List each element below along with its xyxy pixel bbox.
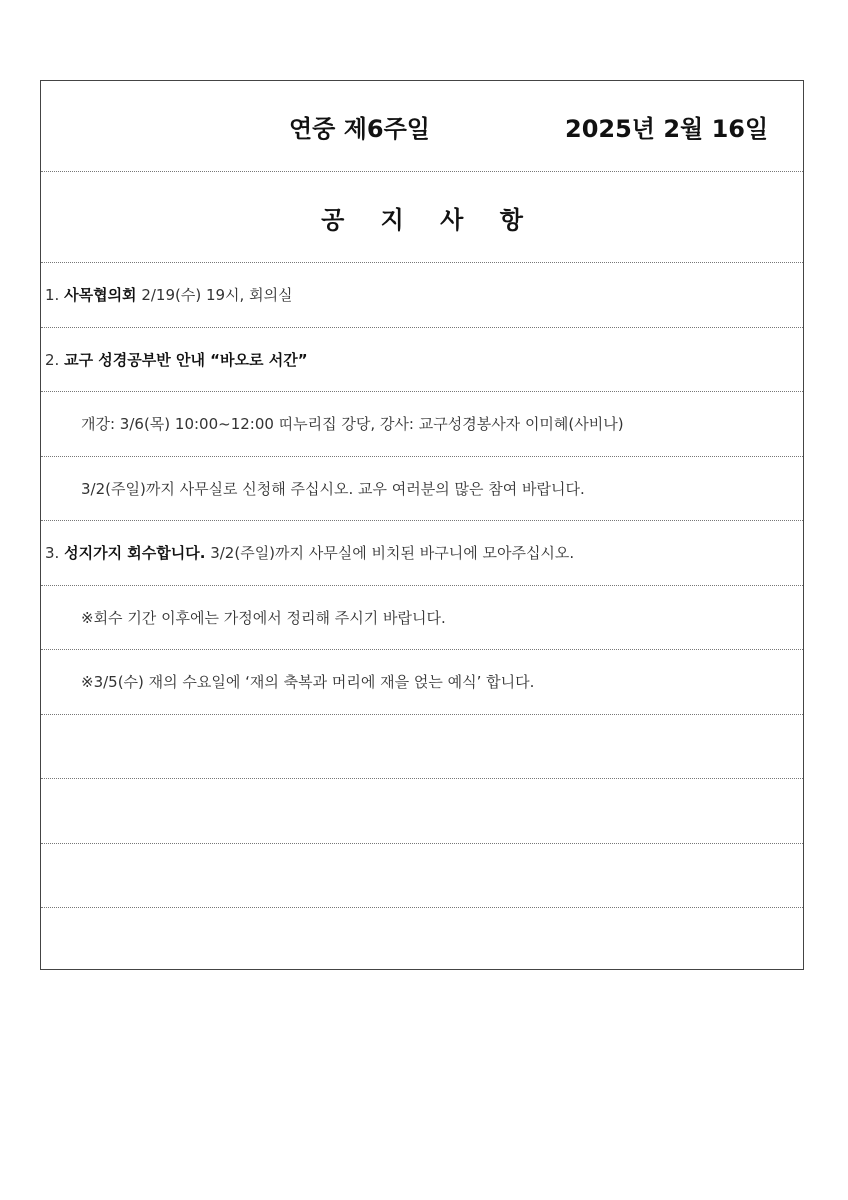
- item-heading: 교구 성경공부반 안내 “바오로 서간”: [64, 350, 308, 369]
- notice-item-3: [41, 521, 803, 586]
- bulletin-date: 2025년 2월 16일: [565, 115, 769, 143]
- item-heading: 성지가지 회수합니다.: [64, 544, 206, 563]
- title-row: [41, 172, 803, 263]
- sub-line: 개강: 3/6(목) 10:00~12:00 띠누리집 강당, 강사: 교구성경봉사자 이미혜(사비나): [81, 415, 624, 434]
- notice-line: [41, 349, 308, 370]
- item-number: 2.: [45, 350, 60, 369]
- empty-row: [41, 908, 803, 973]
- sub-line: ※회수 기간 이후에는 가정에서 정리해 주시기 바랍니다.: [81, 608, 446, 627]
- empty-row: [41, 779, 803, 844]
- header-row: [41, 81, 803, 172]
- notice-item-2-signup: [41, 457, 803, 522]
- sub-line: 3/2(주일)까지 사무실로 신청해 주십시오. 교우 여러분의 많은 참여 바랍니다.: [81, 479, 585, 498]
- empty-row: [41, 715, 803, 780]
- notice-sheet: [40, 80, 804, 970]
- item-heading: 사목협의회: [64, 286, 137, 305]
- notice-item-1: [41, 263, 803, 328]
- notice-title: 공 지 사 항: [321, 205, 537, 234]
- item-number: 1.: [45, 286, 60, 305]
- sub-line: ※3/5(수) 재의 수요일에 ‘재의 축복과 머리에 재을 얹는 예식’ 합니다.: [81, 673, 535, 692]
- notice-item-2-course: [41, 392, 803, 457]
- notice-item-3-ash-wednesday: [41, 650, 803, 715]
- notice-item-3-note: [41, 586, 803, 651]
- empty-row: [41, 844, 803, 909]
- notice-item-2: [41, 328, 803, 393]
- notice-line: [41, 284, 293, 305]
- notice-line: [41, 542, 574, 563]
- item-detail: 2/19(수) 19시, 회의실: [136, 286, 293, 305]
- sunday-name: 연중 제6주일: [289, 115, 430, 143]
- item-number: 3.: [45, 544, 60, 563]
- item-detail: 3/2(주일)까지 사무실에 비치된 바구니에 모아주십시오.: [205, 544, 575, 563]
